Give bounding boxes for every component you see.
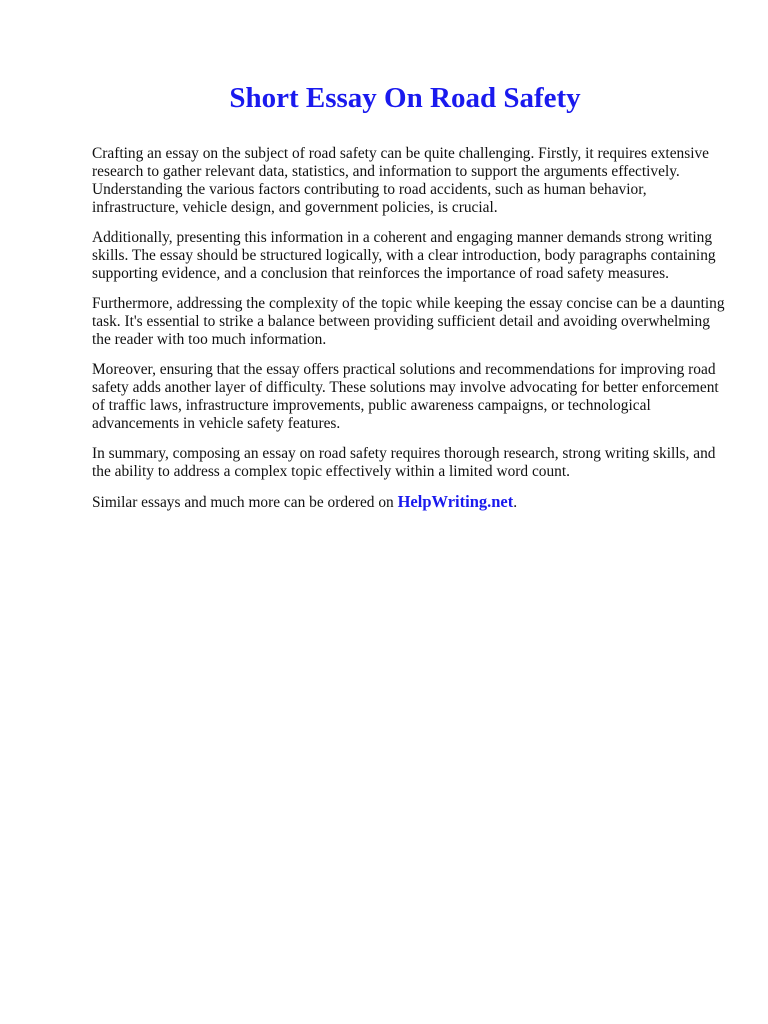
helpwriting-link[interactable]: HelpWriting.net <box>397 492 514 511</box>
essay-body <box>92 145 728 524</box>
paragraph-4: Moreover, ensuring that the essay offers practical solutions and recommendations for improving road safety adds another layer of difficulty. These solutions may involve advocating for better enforcement of traffic laws, infrastructure improvements, public awareness campaigns, or technological advancements in vehicle safety features. <box>92 361 719 432</box>
paragraph-3: Furthermore, addressing the complexity of the topic while keeping the essay concise can be a daunting task. It's essential to strike a balance between providing sufficient detail and avoiding overwhelming the reader with too much information. <box>92 295 725 348</box>
paragraph-2: Additionally, presenting this information in a coherent and engaging manner demands strong writing skills. The essay should be structured logically, with a clear introduction, body paragraphs containing supporting evidence, and a conclusion that reinforces the importance of road safety measures. <box>92 229 716 282</box>
paragraph-5: In summary, composing an essay on road safety requires thorough research, strong writing skills, and the ability to address a complex topic effectively within a limited word count. <box>92 445 716 480</box>
page-title: Short Essay On Road Safety <box>229 82 581 114</box>
closing-prefix: Similar essays and much more can be ordered on <box>92 494 398 511</box>
paragraph-1: Crafting an essay on the subject of road safety can be quite challenging. Firstly, it requires extensive research to gather relevant data, statistics, and information to support the arguments effectively. Understanding the various factors contributing to road accidents, such as human behavior, infrastructure, vehicle design, and government policies, is crucial. <box>92 145 710 216</box>
closing-suffix: . <box>513 494 518 511</box>
closing-line <box>92 493 728 512</box>
